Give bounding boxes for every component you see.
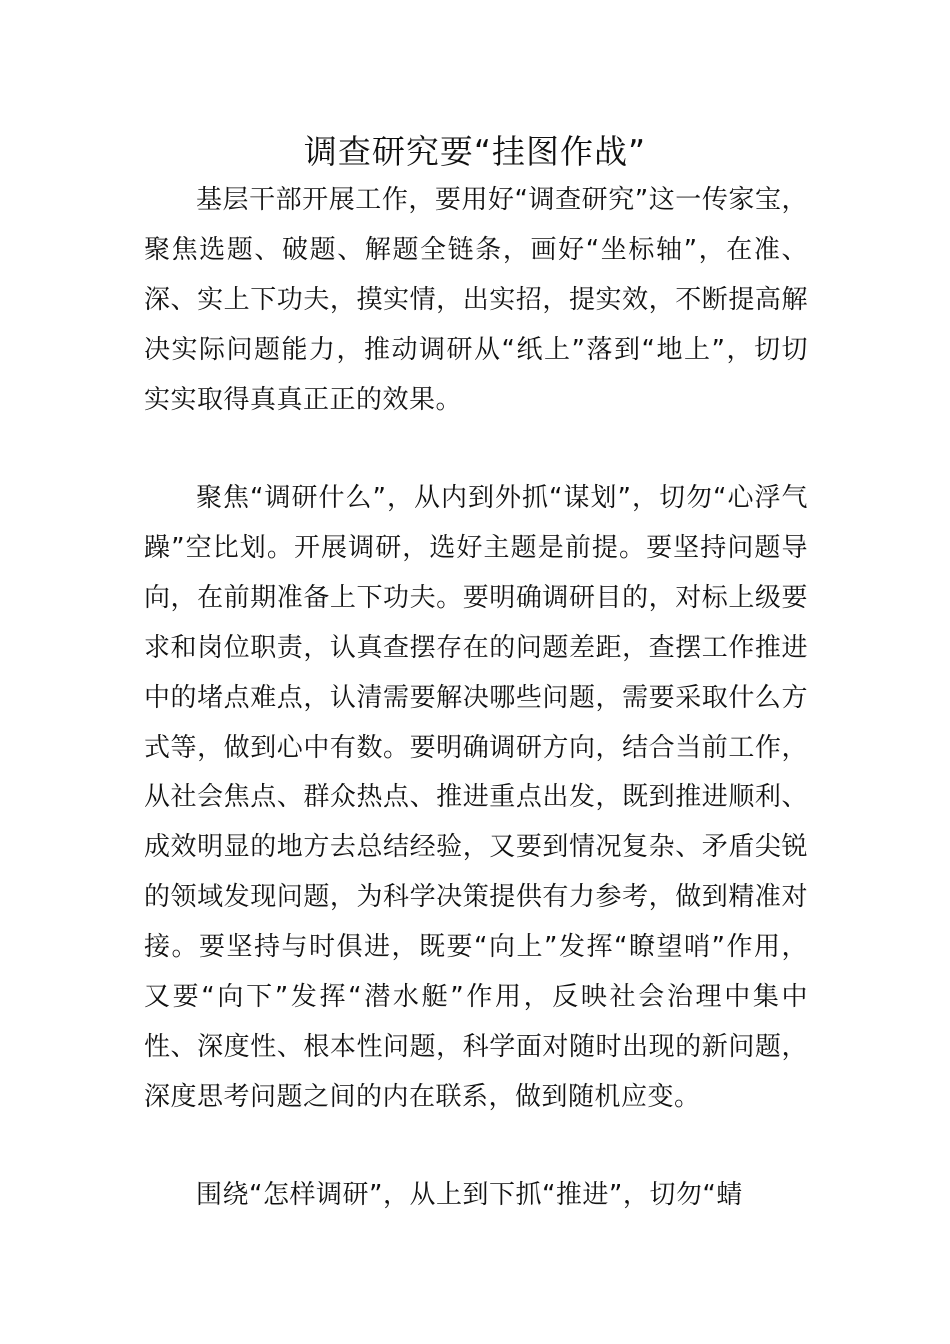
paragraph-how-to-research: 围绕“怎样调研”，从上到下抓“推进”，切勿“蜻 (196, 1180, 743, 1210)
document-title: 调查研究要“挂图作战” (303, 132, 647, 171)
paragraph-what-to-research: 聚焦“调研什么”，从内到外抓“谋划”，切勿“心浮气躁”空比划。开展调研，选好主题是前提。要坚持问题导向，在前期准备上下功夫。要明确调研目的，对标上级要求和岗位职责，认真查摆存在的问题差距，查摆工作推进中的堵点难点，认清需要解决哪些问题，需要采取什么方式等，做到心中有数。要明确调研方向，结合当前工作，从社会焦点、群众热点、推进重点出发，既到推进顺利、成效明显的地方去总结经验，又要到情况复杂、矛盾尖锐的领域发现问题，为科学决策提供有力参考，做到精准对接。要坚持与时俱进，既要“向上”发挥“瞭望哨”作用，又要“向下”发挥“潜水艇”作用，反映社会治理中集中性、深度性、根本性问题，科学面对随时出现的新问题，深度思考问题之间的内在联系，做到随机应变。 (144, 483, 808, 1112)
paragraph-intro: 基层干部开展工作，要用好“调查研究”这一传家宝，聚焦选题、破题、解题全链条，画好“坐标轴”，在准、深、实上下功夫，摸实情，出实招，提实效，不断提高解决实际问题能力，推动调研从“纸上”落到“地上”，切切实实取得真真正正的效果。 (144, 185, 808, 415)
